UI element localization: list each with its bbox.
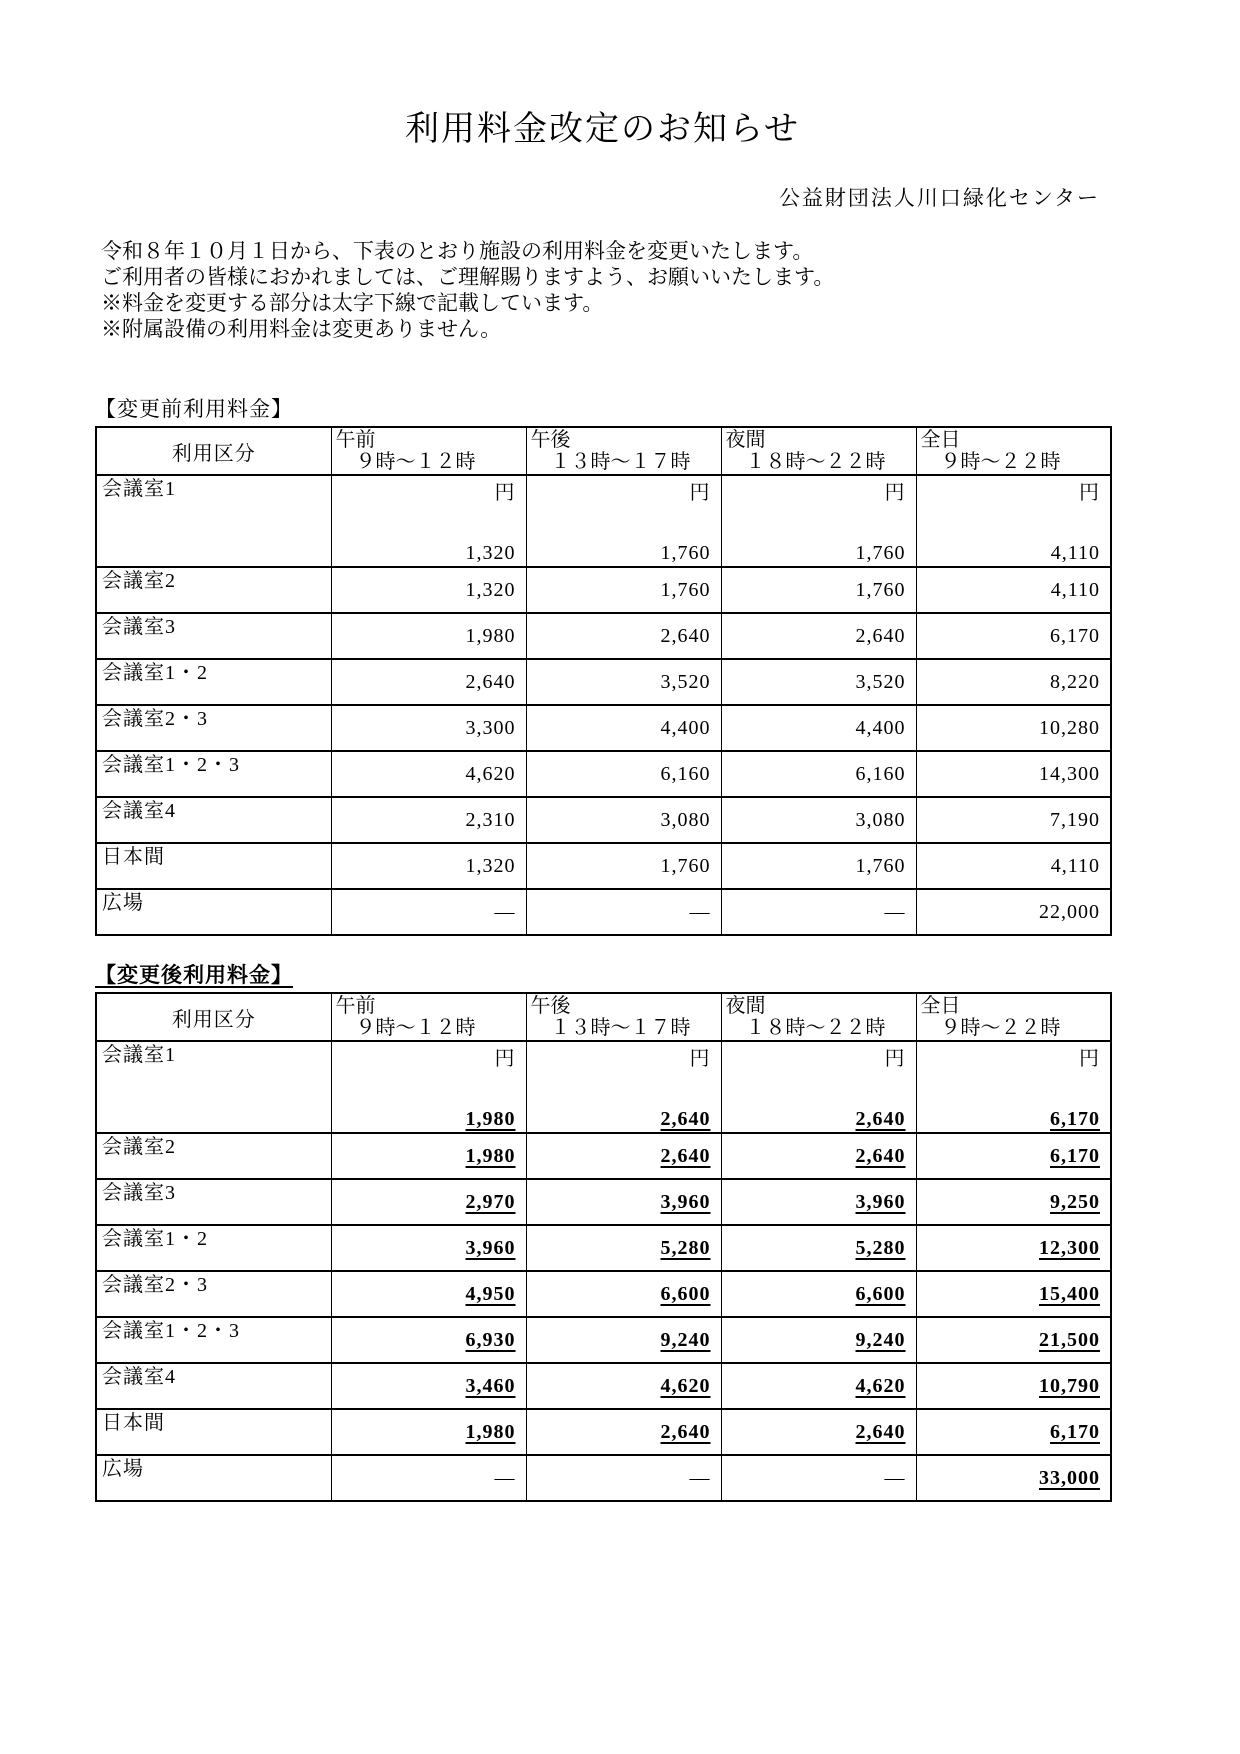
header-morning (331, 427, 526, 475)
usage-category-cell: 会議室1・2 (96, 659, 331, 705)
fee-value: 6,160 (660, 762, 711, 785)
fee-cell (916, 1041, 1111, 1133)
fee-value: 10,790 (1039, 1374, 1100, 1397)
table-row (96, 475, 1111, 567)
fee-cell (331, 705, 526, 751)
fee-cell (331, 567, 526, 613)
fee-value: 2,640 (855, 1144, 906, 1167)
fee-cell (721, 659, 916, 705)
header-usage-category: 利用区分 (96, 993, 331, 1041)
fee-cell (526, 797, 721, 843)
usage-category-cell: 会議室3 (96, 613, 331, 659)
fee-table-before-change (95, 426, 1112, 936)
fee-value: 15,400 (1039, 1282, 1100, 1305)
fee-value: 1,320 (465, 542, 516, 564)
fee-value: 6,600 (660, 1282, 711, 1305)
fee-value: 9,240 (660, 1328, 711, 1351)
fee-value: 1,760 (855, 542, 906, 564)
usage-category-cell: 日本間 (96, 1409, 331, 1455)
fee-cell (331, 751, 526, 797)
header-hours-label: １８時～２２時 (745, 1017, 886, 1039)
header-hours-label: ９時～２２時 (940, 1017, 1061, 1039)
fee-value: 3,960 (660, 1190, 711, 1213)
fee-cell (916, 843, 1111, 889)
header-period-label: 午前 (335, 429, 376, 451)
fee-cell (916, 1455, 1111, 1501)
fee-cell (721, 1271, 916, 1317)
fee-value: 21,500 (1039, 1328, 1100, 1351)
usage-category-cell: 会議室4 (96, 797, 331, 843)
fee-cell (916, 1271, 1111, 1317)
header-period-label: 午後 (530, 995, 571, 1017)
fee-value: 4,950 (465, 1282, 516, 1305)
fee-cell (526, 1133, 721, 1179)
table-caption-before-change: 【変更前利用料金】 (95, 397, 293, 421)
header-period-label: 夜間 (725, 429, 766, 451)
usage-category-cell: 会議室1 (96, 1041, 331, 1133)
fee-value: 3,080 (855, 808, 906, 831)
usage-category-cell: 会議室2 (96, 1133, 331, 1179)
header-all-day (916, 993, 1111, 1041)
fee-cell (916, 797, 1111, 843)
header-hours-label: １３時～１７時 (550, 1017, 691, 1039)
fee-value: 3,520 (855, 670, 906, 693)
header-morning (331, 993, 526, 1041)
fee-cell (331, 889, 526, 935)
fee-value: ― (494, 900, 516, 923)
table-row (96, 843, 1111, 889)
fee-cell (916, 475, 1111, 567)
fee-value: ― (884, 900, 906, 923)
header-row (96, 993, 1111, 1041)
fee-value: 1,320 (465, 578, 516, 601)
header-period-label: 午前 (335, 995, 376, 1017)
fee-value: 4,400 (660, 716, 711, 739)
currency-unit-label: 円 (884, 1048, 906, 1070)
fee-cell (331, 1363, 526, 1409)
fee-cell (331, 1225, 526, 1271)
usage-category-cell: 会議室1・2・3 (96, 1317, 331, 1363)
usage-category-cell: 会議室3 (96, 1179, 331, 1225)
usage-category-cell: 会議室4 (96, 1363, 331, 1409)
usage-category-cell: 会議室2・3 (96, 705, 331, 751)
intro-line-effective-date: 令和８年１０月１日から、下表のとおり施設の利用料金を変更いたします。 (101, 239, 814, 263)
usage-category-cell: 会議室2・3 (96, 1271, 331, 1317)
fee-value: 2,640 (660, 624, 711, 647)
fee-cell (721, 751, 916, 797)
header-afternoon (526, 427, 721, 475)
fee-cell (916, 1225, 1111, 1271)
fee-value: 6,600 (855, 1282, 906, 1305)
fee-cell (526, 1409, 721, 1455)
fee-value: 3,460 (465, 1374, 516, 1397)
header-hours-label: ９時～２２時 (940, 451, 1061, 473)
intro-paragraph (95, 238, 1110, 342)
fee-value: 8,220 (1050, 670, 1100, 693)
fee-cell (526, 843, 721, 889)
fee-cell (331, 1133, 526, 1179)
fee-cell (721, 1179, 916, 1225)
fee-value: ― (689, 1466, 711, 1489)
fee-value: 1,320 (465, 854, 516, 877)
fee-cell (916, 1363, 1111, 1409)
header-hours-label: １８時～２２時 (745, 451, 886, 473)
organization-name: 公益財団法人川口緑化センター (778, 186, 1100, 210)
fee-value: 1,760 (855, 578, 906, 601)
usage-category-cell: 会議室1・2 (96, 1225, 331, 1271)
intro-note-attached-equipment: ※附属設備の利用料金は変更ありません。 (101, 317, 502, 341)
header-hours-label: １３時～１７時 (550, 451, 691, 473)
fee-table-body (96, 475, 1111, 935)
fee-value: 3,520 (660, 670, 711, 693)
fee-cell (526, 889, 721, 935)
fee-value: ― (884, 1466, 906, 1489)
fee-value: 9,240 (855, 1328, 906, 1351)
fee-value: 4,620 (855, 1374, 906, 1397)
usage-category-cell: 広場 (96, 889, 331, 935)
fee-cell (526, 1317, 721, 1363)
fee-value: 10,280 (1039, 716, 1100, 739)
fee-value: 1,760 (660, 578, 711, 601)
fee-table-body (96, 1041, 1111, 1501)
fee-value: 3,080 (660, 808, 711, 831)
fee-cell (721, 1225, 916, 1271)
fee-value: 1,760 (660, 854, 711, 877)
fee-cell (331, 1041, 526, 1133)
table-row (96, 1041, 1111, 1133)
fee-cell (331, 475, 526, 567)
header-row (96, 427, 1111, 475)
fee-value: 5,280 (855, 1236, 906, 1259)
table-row (96, 1363, 1111, 1409)
fee-value: 2,310 (465, 808, 516, 831)
table-row (96, 1409, 1111, 1455)
fee-value: 22,000 (1039, 900, 1100, 923)
fee-cell (721, 1041, 916, 1133)
fee-value: ― (689, 900, 711, 923)
fee-cell (526, 1271, 721, 1317)
fee-value: ― (494, 1466, 516, 1489)
fee-value: 1,760 (660, 542, 711, 564)
header-period-label: 午後 (530, 429, 571, 451)
currency-unit-label: 円 (494, 482, 516, 504)
fee-cell (721, 843, 916, 889)
fee-cell (331, 1317, 526, 1363)
table-row (96, 567, 1111, 613)
intro-note-bold-underline: ※料金を変更する部分は太字下線で記載しています。 (101, 291, 604, 315)
table-row (96, 1317, 1111, 1363)
fee-cell (916, 1133, 1111, 1179)
fee-value: 2,640 (660, 1420, 711, 1443)
fee-cell (526, 475, 721, 567)
fee-cell (331, 843, 526, 889)
fee-value: 6,930 (465, 1328, 516, 1351)
fee-cell (526, 1179, 721, 1225)
header-afternoon (526, 993, 721, 1041)
currency-unit-label: 円 (494, 1048, 516, 1070)
fee-value: 1,980 (465, 624, 516, 647)
fee-cell (721, 1409, 916, 1455)
document-content (95, 110, 1110, 1502)
fee-cell (331, 1409, 526, 1455)
fee-cell (916, 659, 1111, 705)
fee-value: 5,280 (660, 1236, 711, 1259)
currency-unit-label: 円 (884, 482, 906, 504)
fee-cell (916, 567, 1111, 613)
header-period-label: 全日 (920, 995, 961, 1017)
fee-cell (916, 613, 1111, 659)
fee-cell (331, 1179, 526, 1225)
table-row (96, 1225, 1111, 1271)
header-all-day (916, 427, 1111, 475)
fee-value: 4,400 (855, 716, 906, 739)
currency-unit-label: 円 (689, 1048, 711, 1070)
fee-value: 6,170 (1050, 1420, 1100, 1443)
fee-cell (331, 613, 526, 659)
fee-cell (721, 797, 916, 843)
fee-value: 2,640 (855, 624, 906, 647)
fee-cell (721, 1133, 916, 1179)
fee-value: 7,190 (1050, 808, 1100, 831)
table-row (96, 659, 1111, 705)
header-period-label: 全日 (920, 429, 961, 451)
fee-cell (721, 705, 916, 751)
fee-value: 6,170 (1050, 624, 1100, 647)
fee-cell (331, 1455, 526, 1501)
fee-value: 2,640 (855, 1420, 906, 1443)
fee-value: 6,170 (1050, 1108, 1100, 1130)
page-title: 利用料金改定のお知らせ (405, 111, 800, 148)
fee-cell (526, 705, 721, 751)
table-row (96, 751, 1111, 797)
fee-cell (916, 705, 1111, 751)
header-evening (721, 427, 916, 475)
usage-category-cell: 会議室1・2・3 (96, 751, 331, 797)
fee-value: 6,170 (1050, 1144, 1100, 1167)
currency-unit-label: 円 (689, 482, 711, 504)
header-usage-category: 利用区分 (96, 427, 331, 475)
fee-value: 1,980 (465, 1144, 516, 1167)
fee-cell (916, 1317, 1111, 1363)
fee-cell (526, 1041, 721, 1133)
header-hours-label: ９時～１２時 (355, 451, 476, 473)
usage-category-cell: 広場 (96, 1455, 331, 1501)
fee-value: 4,620 (660, 1374, 711, 1397)
header-period-label: 夜間 (725, 995, 766, 1017)
header-evening (721, 993, 916, 1041)
fee-table-after-change (95, 992, 1112, 1502)
fee-cell (916, 1179, 1111, 1225)
intro-line-request: ご利用者の皆様におかれましては、ご理解賜りますよう、お願いいたします。 (101, 265, 835, 289)
fee-cell (721, 475, 916, 567)
fee-cell (526, 659, 721, 705)
fee-cell (331, 659, 526, 705)
fee-cell (916, 889, 1111, 935)
fee-value: 4,110 (1050, 854, 1100, 877)
fee-value: 3,960 (855, 1190, 906, 1213)
fee-cell (526, 567, 721, 613)
fee-value: 14,300 (1039, 762, 1100, 785)
usage-category-cell: 会議室2 (96, 567, 331, 613)
fee-cell (526, 1225, 721, 1271)
table-row (96, 1179, 1111, 1225)
currency-unit-label: 円 (1079, 1048, 1100, 1070)
table-row (96, 1133, 1111, 1179)
fee-value: 2,640 (465, 670, 516, 693)
fee-value: 3,960 (465, 1236, 516, 1259)
fee-cell (331, 1271, 526, 1317)
table-row (96, 705, 1111, 751)
fee-value: 2,970 (465, 1190, 516, 1213)
fee-cell (526, 613, 721, 659)
fee-value: 3,300 (465, 716, 516, 739)
fee-cell (721, 1363, 916, 1409)
fee-cell (526, 1455, 721, 1501)
fee-cell (721, 1317, 916, 1363)
usage-category-cell: 日本間 (96, 843, 331, 889)
fee-cell (916, 1409, 1111, 1455)
fee-value: 4,110 (1050, 578, 1100, 601)
fee-cell (916, 751, 1111, 797)
fee-cell (721, 613, 916, 659)
fee-value: 2,640 (660, 1144, 711, 1167)
fee-value: 4,620 (465, 762, 516, 785)
fee-value: 2,640 (660, 1108, 711, 1130)
fee-cell (721, 567, 916, 613)
fee-value: 1,980 (465, 1420, 516, 1443)
table-row (96, 1455, 1111, 1501)
table-row (96, 889, 1111, 935)
header-hours-label: ９時～１２時 (355, 1017, 476, 1039)
currency-unit-label: 円 (1079, 482, 1100, 504)
fee-value: 9,250 (1050, 1190, 1100, 1213)
usage-category-cell: 会議室1 (96, 475, 331, 567)
fee-value: 2,640 (855, 1108, 906, 1130)
table-row (96, 1271, 1111, 1317)
table-row (96, 797, 1111, 843)
fee-value: 6,160 (855, 762, 906, 785)
table-caption-after-change: 【変更後利用料金】 (95, 963, 293, 987)
fee-cell (526, 1363, 721, 1409)
table-row (96, 613, 1111, 659)
fee-cell (721, 889, 916, 935)
fee-value: 33,000 (1039, 1466, 1100, 1489)
fee-value: 1,980 (465, 1108, 516, 1130)
fee-value: 12,300 (1039, 1236, 1100, 1259)
fee-value: 1,760 (855, 854, 906, 877)
fee-cell (526, 751, 721, 797)
fee-cell (331, 797, 526, 843)
fee-value: 4,110 (1050, 542, 1100, 564)
fee-cell (721, 1455, 916, 1501)
